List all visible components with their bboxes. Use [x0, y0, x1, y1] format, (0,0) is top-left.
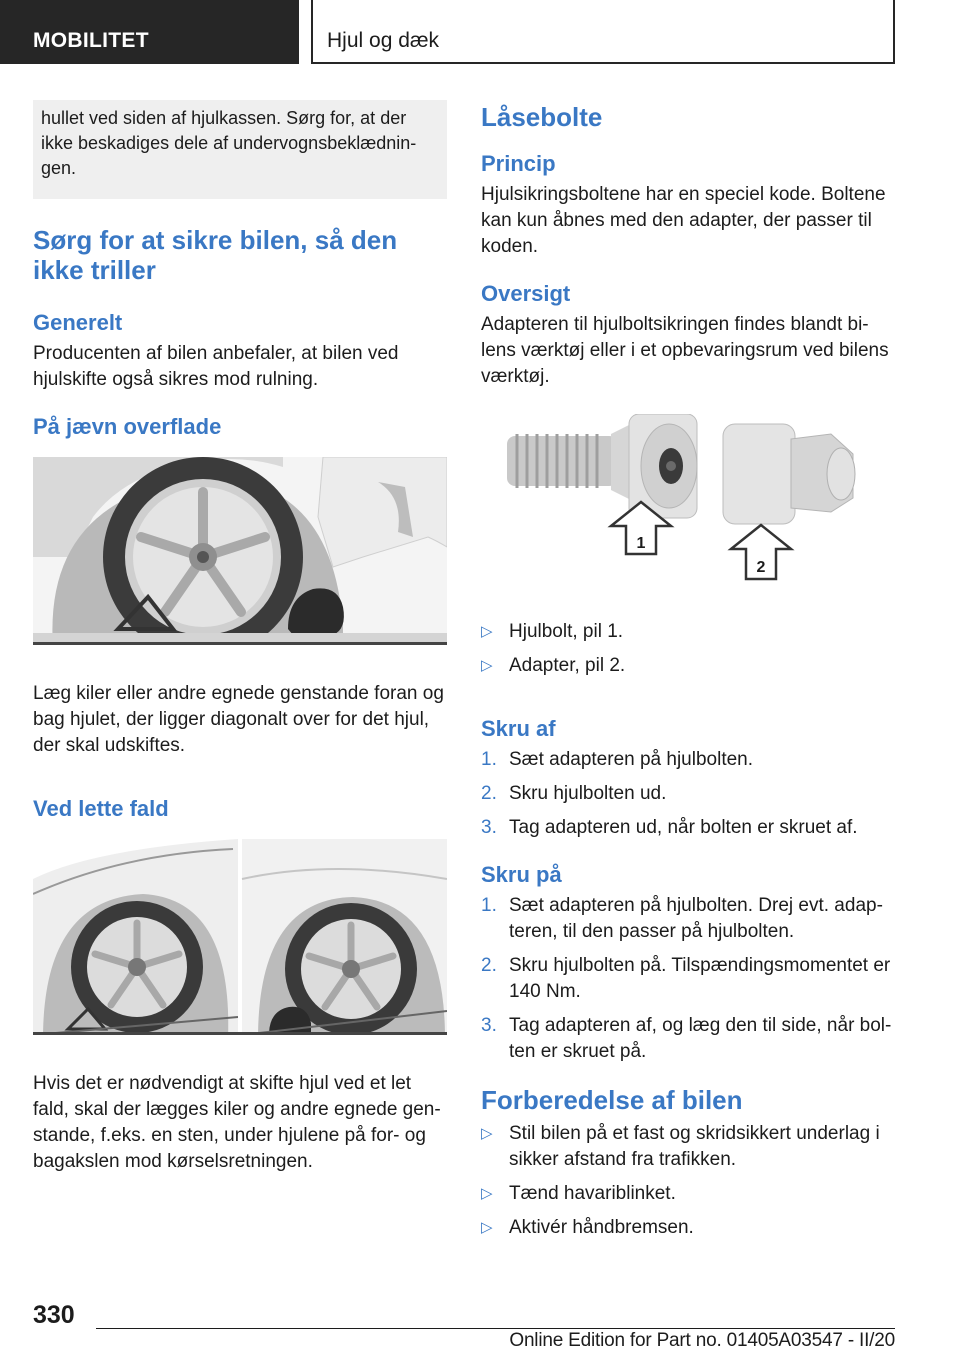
slope-heading: Ved lette fald [33, 796, 169, 821]
unscrew-steps [481, 747, 895, 841]
lock-heading: Låsebolte [481, 102, 603, 132]
list-item: ▷ Adapter, pil 2. [481, 653, 895, 679]
unscrew-heading: Skru af [481, 716, 556, 741]
list-item: ▷ Aktivér håndbremsen. [481, 1215, 895, 1241]
triangle-bullet-icon: ▷ [481, 1185, 493, 1202]
triangle-bullet-icon: ▷ [481, 1125, 493, 1142]
screw-steps [481, 893, 895, 1065]
flat-text: Læg kiler eller andre egnede genstande foran og bag hjulet, der ligger diagonalt over for det hjul, der skal udskiftes. [33, 683, 444, 756]
footer-divider [96, 1328, 895, 1329]
overview-list [481, 619, 895, 679]
prep-list [481, 1121, 895, 1241]
list-item: 1. Sæt adapteren på hjulbolten. Drej evt. adap‐teren, til den passer på hjulbolten. [481, 895, 883, 942]
triangle-bullet-icon: ▷ [481, 657, 493, 674]
page-number: 330 [33, 1301, 75, 1329]
list-item: 3. Tag adapteren ud, når bolten er skruet af. [481, 817, 858, 838]
list-item: ▷ Stil bilen på et fast og skridsikkert underlag i sikker afstand fra trafikken. [481, 1123, 880, 1170]
overview-heading: Oversigt [481, 281, 571, 306]
edition-text: Online Edition for Part no. 01405A03547 - II/20 [509, 1330, 895, 1351]
overview-text: Adapteren til hjulboltsikringen findes blandt bi‐lens værktøj eller i et opbevaringsrum ved bilens værktøj. [481, 314, 889, 387]
slope-text: Hvis det er nødvendigt at skifte hjul ved et let fald, skal der lægges kiler og andre egnede gen‐stande, f.eks. en sten, under hjulene på for- og bagakslen mod kørselsretningen. [33, 1073, 441, 1172]
list-item: 2. Skru hjulbolten på. Tilspændingsmomentet er 140 Nm. [481, 955, 891, 1002]
list-item: 3. Tag adapteren af, og læg den til side, når bol‐ten er skruet på. [481, 1015, 892, 1062]
chapter-title: Hjul og dæk [311, 0, 895, 64]
left-column [33, 100, 447, 1195]
list-item: 2. Skru hjulbolten ud. [481, 783, 667, 804]
arrow-label-2: 2 [756, 559, 766, 576]
note-box: hullet ved siden af hjulkassen. Sørg for, at der ikke beskadiges dele af undervognsbeklædnin‐gen. [33, 100, 447, 199]
list-item: ▷ Tænd havariblinket. [481, 1181, 895, 1207]
right-column [481, 102, 895, 1249]
flat-heading: På jævn overflade [33, 414, 222, 439]
flat-surface-illustration [33, 457, 447, 645]
general-text: Producenten af bilen anbefaler, at bilen ved hjulskifte også sikres mod rulning. [33, 343, 399, 390]
slope-illustration [33, 839, 447, 1035]
list-item: 1. Sæt adapteren på hjulbolten. [481, 749, 754, 770]
prep-heading: Forberedelse af bilen [481, 1085, 743, 1115]
section-tab: MOBILITET [0, 0, 299, 64]
principle-text: Hjulsikringsboltene har en speciel kode. Boltene kan kun åbnes med den adapter, der passer til koden. [481, 184, 886, 257]
triangle-bullet-icon: ▷ [481, 623, 493, 640]
lock-bolt-illustration [481, 414, 895, 599]
arrow-label-1: 1 [636, 535, 646, 552]
general-heading: Generelt [33, 310, 123, 335]
triangle-bullet-icon: ▷ [481, 1219, 493, 1236]
screw-heading: Skru på [481, 862, 562, 887]
principle-heading: Princip [481, 151, 556, 176]
main-heading: Sørg for at sikre bilen, så den ikke triller [33, 225, 398, 285]
list-item: ▷ Hjulbolt, pil 1. [481, 619, 895, 645]
